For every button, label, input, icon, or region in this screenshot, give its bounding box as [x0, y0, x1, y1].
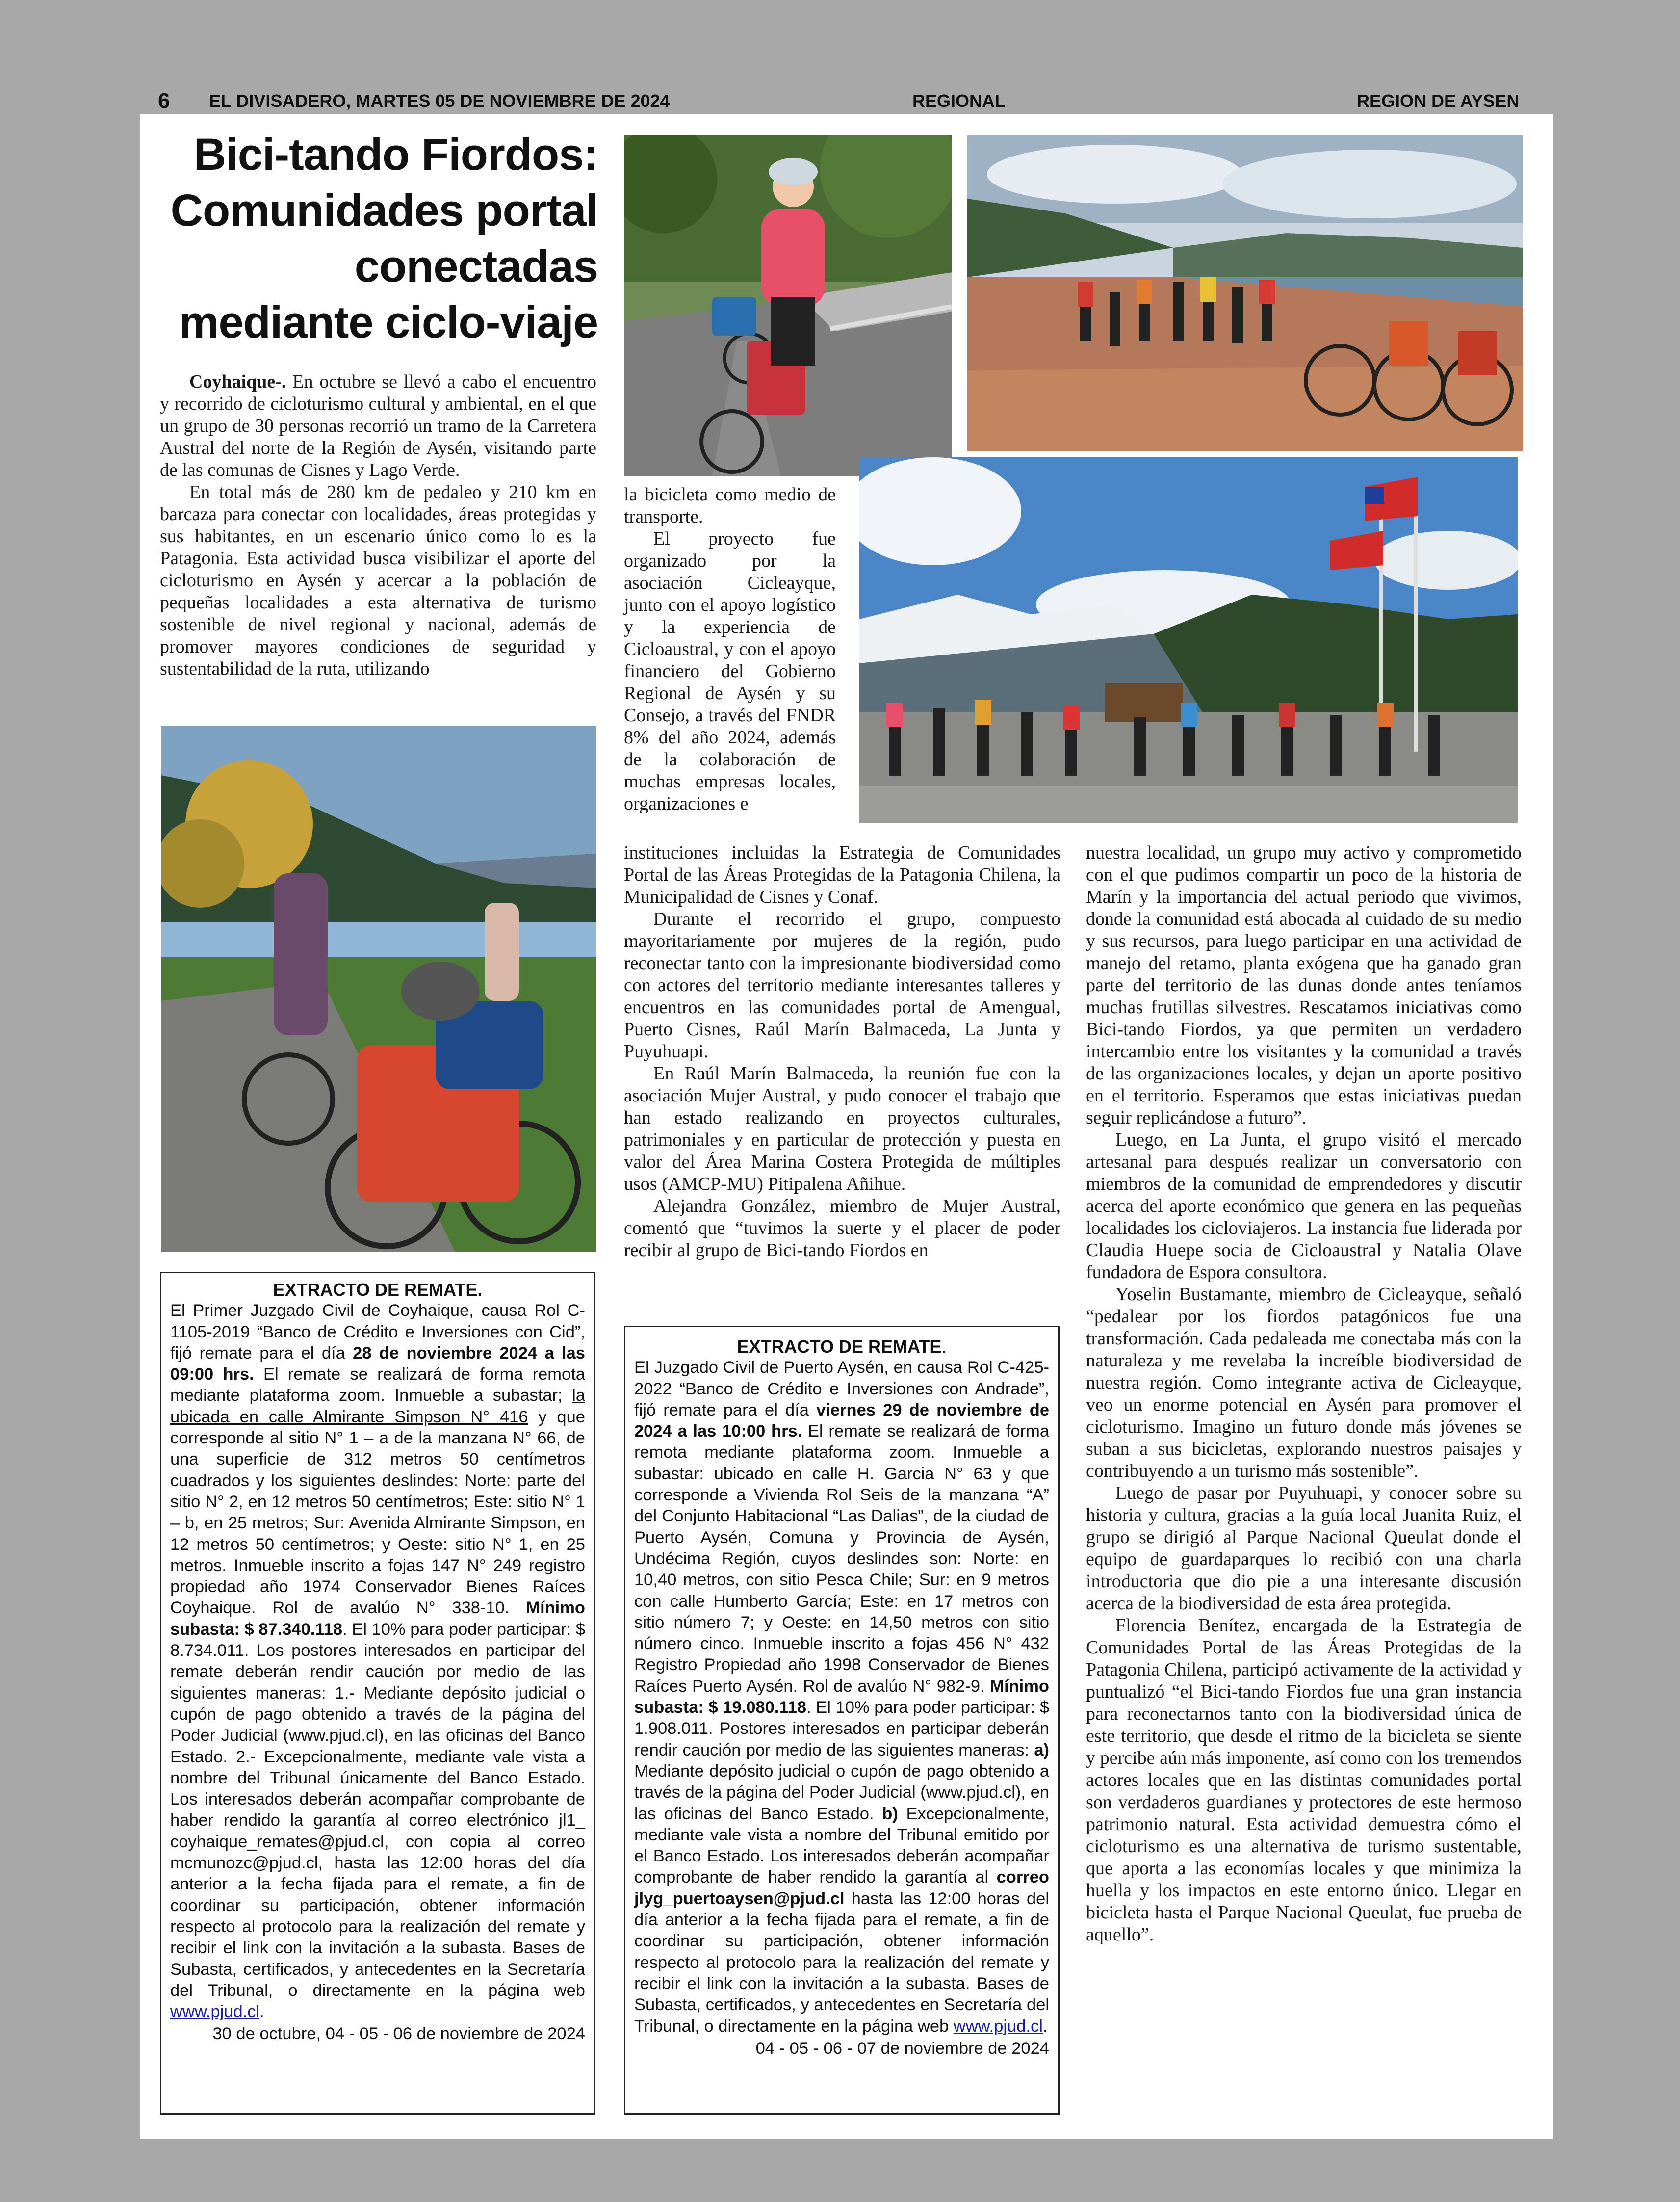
headline: Bici-tando Fiordos: Comunidades portal conectadas mediante ciclo-viaje	[170, 130, 598, 347]
notice-text: El remate se realizará de forma remota mediante plataforma zoom. Inmueble a subastar: ubicado en calle H. Garcia N° 63 y que corresponde a Vivienda Rol Seis de la manzana “A” del Conjunto Habitacional “Las Dalias”, de la ciudad de Puerto Aysén, Comuna y Provincia de Aysén, Undécima Región, cuyos deslindes son: Norte: en 10,40 metros, con sitio Pesca Chile; Sur: en 9 metros con calle Humberto García; Este: en 17 metros con sitio número 7; y Oeste: en 14,50 metros con sitio número cinco. Inmueble inscrito a fojas 456 N° 432 Registro Propiedad año 1998 Conservador de Bienes Raíces Puerto Aysén. Rol de avalúo N° 982-9.	[634, 1422, 1050, 1696]
article-paragraph: En total más de 280 km de pedaleo y 210 km en barcaza para conectar con localidades, áreas protegidas y sus habitantes, en un escenario único como lo es la Patagonia. Esta actividad busca visibilizar el aporte del cicloturismo en Aysén y acercar a la población de pequeñas localidades a esta alternativa de turismo sostenible de nivel regional y nacional, además de promover mayores condiciones de seguridad y sustentabilidad de la ruta, utilizando	[160, 482, 596, 679]
notice-publication-dates: 30 de octubre, 04 - 05 - 06 de noviembre de 2024	[212, 2024, 585, 2044]
article-paragraph: Florencia Benítez, encargada de la Estrategia de Comunidades Portal de las Áreas Protegidas de la Patagonia Chilena, participó activamente de la actividad y puntualizó “el Bici-tando Fiordos fue una gran instancia para reconectarnos tanto con la biodiversidad única de este territorio, que desde el ritmo de la bicicleta se siente y percibe aún más imponente, así como con los tremendos actores locales que en las distintas comunidades portal son verdaderos guardianes y protectores de este hermoso patrimonio natural. Esta actividad demuestra cómo el cicloturismo es una alternativa de turismo sustentable, que aporta a las economías locales y que minimiza la huella y los impactos en este entorno único. Llegar en bicicleta hasta el Parque Nacional Queulat, fue prueba de aquello”.	[1086, 1615, 1522, 1945]
legal-notice-2	[624, 1326, 1060, 2115]
notice-title	[634, 1336, 1049, 1357]
notice-option-b: b)	[882, 1804, 898, 1823]
notice-publication-dates: 04 - 05 - 06 - 07 de noviembre de 2024	[755, 2039, 1049, 2058]
article-paragraph: instituciones incluidas la Estrategia de Comunidades Portal de las Áreas Protegidas de la Patagonia Chilena, la Municipalidad de Cisnes y Conaf.	[624, 842, 1060, 907]
notice-text: . El 10% para poder participar: $ 1.908.011. Postores interesados en participar deberán rendir caución por medio de las siguientes maneras:	[634, 1698, 1050, 1759]
pjud-link[interactable]: www.pjud.cl	[170, 2002, 260, 2021]
notice-body	[170, 1300, 585, 2022]
notice-title-text: EXTRACTO DE REMATE	[737, 1337, 942, 1357]
article-paragraph: nuestra localidad, un grupo muy activo y comprometido con el que pudimos compartir un poco de la historia de Marín y la importancia del actual periodo que vivimos, donde la comunidad está abocada al cuidado de su medio y sus recursos, para luego participar en una actividad de manejo del retamo, planta exógena que ha ganado gran parte del territorio de las dunas donde antes teníamos muchas frutillas silvestres. Rescatamos iniciativas como Bici-tando Fiordos, ya que permiten un verdadero intercambio entre los visitantes y la comunidad a través de las organizaciones locales, y dejan un aporte positivo en el territorio. Esperamos que estas iniciativas puedan seguir replicándose a futuro”.	[1086, 842, 1522, 1128]
notice-text: . El 10% para poder participar: $ 8.734.011. Los postores interesados en participar del remate deberán rendir caución por medio de las siguientes maneras: 1.- Mediante depósito judicial o cupón de pago obtenido a través de la página del Poder Judicial (www.pjud.cl), en las oficinas del Banco Estado. 2.- Excepcionalmente, mediante vale vista a nombre del Tribunal únicamente del Banco Estado. Los interesados deberán acompañar comprobante de haber rendido la garantía al correo electrónico jl1_ coyhaique_remates@pjud.cl, con copia al correo mcmunozc@pjud.cl, hasta las 12:00 horas del día anterior a la fecha fijada para el remate, a fin de coordinar su participación, obtener información respecto al protocolo para la realización del remate y recibir el link con la invitación a la subasta. Bases de Subasta, certificados, y antecedentes en la Secretaría del Tribunal, o directamente en la página web	[170, 1620, 586, 2000]
article-paragraph: la bicicleta como medio de transporte.	[624, 484, 836, 527]
article-paragraph: Alejandra González, miembro de Mujer Austral, comentó que “tuvimos la suerte y el placer de poder recibir al grupo de Bici-tando Fiordos en	[624, 1196, 1060, 1260]
article-paragraph: Luego de pasar por Puyuhuapi, y conocer sobre su historia y cultura, gracias a la guía local Juanita Ruiz, el grupo se dirigió al Parque Nacional Queulat donde el equipo de guardaparques lo recibió con una charla introductoria que dio pie a una interesante discusión acerca de la biodiversidad de esta área protegida.	[1086, 1483, 1522, 1614]
page-number: 6	[158, 89, 170, 113]
notice-text: El Primer Juzgado Civil de Coyhaique, causa Rol C-1105-2019 “Banco de Crédito e Inversiones con Cid”, fijó remate para el día	[170, 1301, 585, 1363]
region-name: REGION DE AYSEN	[1357, 91, 1520, 111]
notice-text: El remate se realizará de forma remota mediante plataforma zoom. Inmueble a subastar;	[170, 1365, 585, 1405]
article-col1	[160, 371, 596, 680]
notice-address: la ubicada en calle Almirante Simpson N° 416	[170, 1386, 585, 1426]
dateline: Coyhaique-.	[189, 371, 286, 392]
article-paragraph: Luego, en La Junta, el grupo visitó el mercado artesanal para después realizar un conversatorio con miembros de la comunidad de emprendedores y discutir acerca del aporte económico que genera en las pequeñas localidades los cicloviajeros. La instancia fue liderada por Claudia Huepe socia de Cicloaustral y Natalia Olave fundadora de Espora consultora.	[1086, 1129, 1522, 1283]
section-name: REGIONAL	[912, 91, 1006, 111]
notice-text: El Juzgado Civil de Puerto Aysén, en causa Rol C-425-2022 “Banco de Crédito e Inversiones con Andrade”, fijó remate para el día	[634, 1358, 1049, 1419]
notice-title: EXTRACTO DE REMATE.	[273, 1280, 483, 1300]
photo-cyclist-road	[624, 135, 952, 476]
notice-text: y que corresponde al sitio N° 1 – a de la manzana N° 66, de una superficie de 312 metros 50 centímetros cuadrados y los siguientes deslindes: Norte: parte del sitio N° 2, en 12 metros 50 centímetros; Este: sitio N° 1 – b, en 25 metros; Sur: Avenida Almirante Simpson, en 12 metros 50 centímetros; y Oeste: sitio N° 1, en 25 metros. Inmueble inscrito a fojas 147 N° 249 registro propiedad año 1974 Conservador Bienes Raíces Coyhaique. Rol de avalúo N° 338-10.	[170, 1407, 585, 1618]
notice-text: hasta las 12:00 horas del día anterior a la fecha fijada para el remate, a fin de coordinar su participación, obtener información respecto al protocolo para la realización del remate y recibir el link con la invitación a la subasta. Bases de Subasta, certificados, y antecedentes en Secretaría del Tribunal, o directamente en la página web	[634, 1889, 1049, 2036]
notice-date-bold: viernes 29 de noviembre de 2024 a las 10:00 hrs.	[634, 1400, 1050, 1441]
notice-min-bid: Mínimo subasta: $ 87.340.118	[170, 1599, 585, 1639]
article-paragraph: El proyecto fue organizado por la asociación Cicleayque, junto con el apoyo logístico y la experiencia de Cicloaustral, y con el apoyo financiero del Gobierno Regional de Aysén y su Consejo, a través del FNDR 8% del año 2024, además de la colaboración de muchas empresas locales, organizaciones e	[624, 528, 836, 814]
photo-bikes-lake	[161, 726, 596, 1252]
pjud-link[interactable]: www.pjud.cl	[953, 2017, 1043, 2036]
notice-option-a: a)	[1034, 1740, 1049, 1759]
notice-date-bold: 28 de noviembre 2024 a las 09:00 hrs.	[170, 1343, 585, 1384]
article-paragraph: Yoselin Bustamante, miembro de Cicleayque, señaló “pedalear por los fiordos patagónicos fue una transformación. Cada pedaleada me conectaba más con la naturaleza y me revelaba la increíble biodiversidad de nuestra región. Como integrante activa de Cicleayque, veo un enorme potencial en Aysén para promover el cicloturismo. Imagino un futuro donde más jóvenes se suban a sus bicicletas, explorando nuestros paisajes y contribuyendo a un turismo más sostenible”.	[1086, 1284, 1522, 1481]
notice-title-dot: .	[941, 1337, 947, 1357]
legal-notice-1	[160, 1272, 595, 2115]
notice-text: Excepcionalmente, mediante vale vista a nombre del Tribunal emitido por el Banco Estado. Los interesados deberán acompañar comprobante de haber rendido la garantía al	[634, 1804, 1049, 1887]
notice-email: correo jlyg_puertoaysen@pjud.cl	[634, 1868, 1049, 1908]
photo-group-flags	[859, 457, 1518, 823]
article-paragraph: En octubre se llevó a cabo el encuentro y recorrido de cicloturismo cultural y ambiental, en el que un grupo de 30 personas recorrió un tramo de la Carretera Austral del norte de la Región de Aysén, visitando parte de las comunas de Cisnes y Lago Verde.	[160, 371, 597, 480]
article-paragraph: En Raúl Marín Balmaceda, la reunión fue con la asociación Mujer Austral, y pudo conocer el trabajo que han estado realizando en proyectos culturales, patrimoniales y en particular de protección y puesta en valor del Área Marina Costera Protegida de múltiples usos (AMCP-MU) Pitipalena Añihue.	[624, 1063, 1060, 1194]
article-paragraph: Durante el recorrido el grupo, compuesto mayoritariamente por mujeres de la región, pudo reconectar tanto con la impresionante biodiversidad como con actores del territorio mediante interesantes talleres y encuentros en las comunidades portal de Amengual, Puerto Cisnes, Raúl Marín Balmaceda, La Junta y Puyuhuapi.	[624, 909, 1060, 1062]
article-col2-upper	[624, 484, 836, 815]
article-col3	[1086, 842, 1522, 1946]
notice-text: Mediante depósito judicial o cupón de pago obtenido a través de la página del Poder Judicial (www.pjud.cl), en las oficinas del Banco Estado.	[634, 1761, 1049, 1823]
notice-min-bid: Mínimo subasta: $ 19.080.118	[634, 1677, 1049, 1717]
paper-date: EL DIVISADERO, MARTES 05 DE NOVIEMBRE DE 2024	[209, 91, 670, 111]
article-col2-lower	[624, 842, 1060, 1261]
photo-group-waterfront	[967, 135, 1523, 451]
notice-text: .	[1042, 2017, 1048, 2036]
notice-text: .	[259, 2002, 264, 2021]
notice-body	[634, 1357, 1049, 2037]
